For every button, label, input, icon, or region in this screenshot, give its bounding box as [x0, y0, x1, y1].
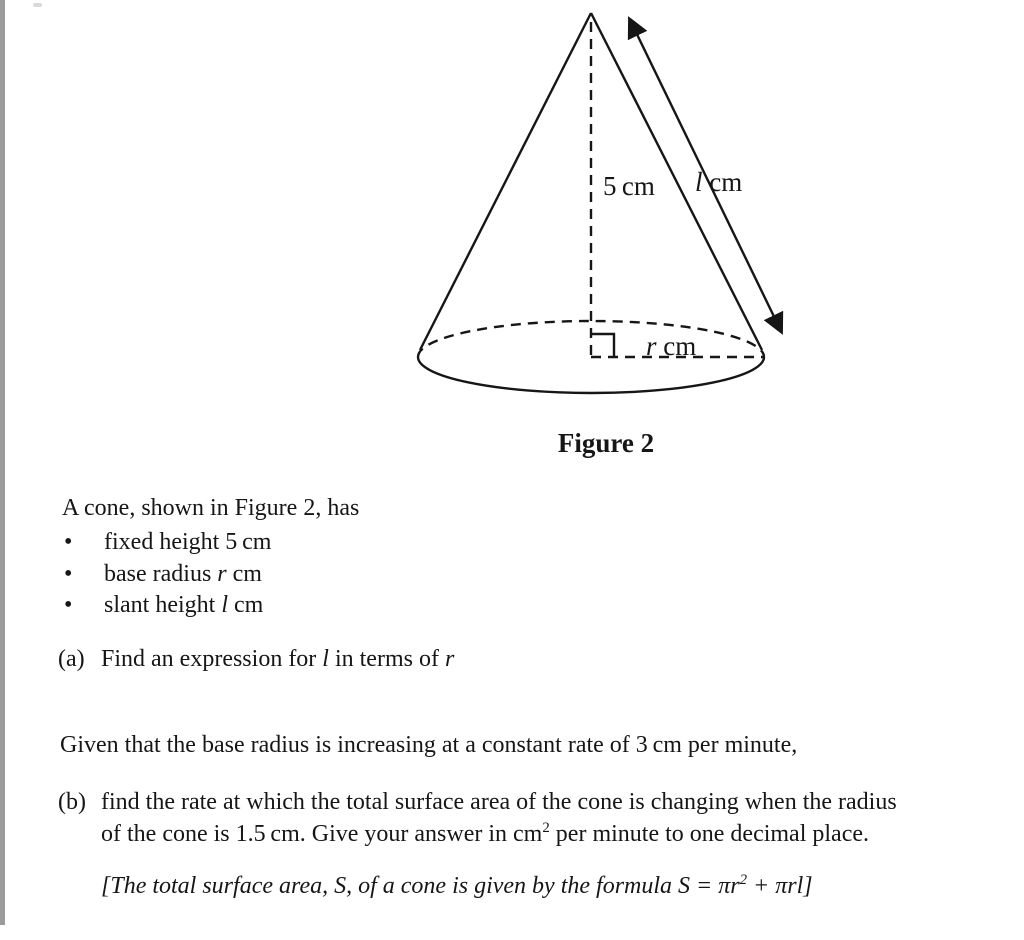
right-angle-mark	[592, 334, 614, 357]
part-b-text-2: of the cone is 1.5 cm. Give your answer in cm	[101, 821, 543, 847]
cone-base-ellipse-front	[418, 357, 764, 393]
part-b-line-1	[58, 788, 897, 817]
slant-label	[695, 168, 742, 198]
bullet-row	[64, 591, 263, 620]
part-a-text: Find an expression for	[101, 646, 323, 672]
part-a-label: (a)	[58, 646, 85, 672]
formula-text-post: + πrl]	[747, 873, 813, 899]
radius-label	[646, 332, 696, 362]
formula-superscript: 2	[739, 872, 748, 888]
part-b-text-3: per minute to one decimal place.	[549, 821, 870, 847]
slant-variable: l	[695, 167, 703, 197]
figure-caption: Figure 2	[557, 428, 655, 458]
formula-line	[101, 872, 813, 901]
bullet-text-post: cm	[228, 592, 264, 618]
bullet-text-post: cm	[226, 561, 262, 587]
bullet-text: slant height	[104, 592, 222, 618]
given-line: Given that the base radius is increasing at a constant rate of 3 cm per minute,	[60, 732, 798, 758]
bullet-text: base radius	[104, 561, 218, 587]
part-a-text2: in terms of	[328, 646, 445, 672]
cone-left-edge	[420, 13, 591, 350]
radius-variable: r	[646, 331, 657, 361]
bullet-text: fixed height 5 cm	[104, 529, 272, 555]
part-a-line	[58, 645, 454, 674]
part-b-label: (b)	[58, 789, 86, 815]
bullet-row	[64, 560, 262, 589]
part-a-variable-l: l	[322, 646, 329, 672]
intro-line: A cone, shown in Figure 2, has	[62, 495, 360, 521]
bullet-row	[64, 528, 271, 557]
slant-unit: cm	[702, 167, 743, 197]
radius-unit: cm	[656, 331, 697, 361]
part-b-text-1: find the rate at which the total surface area of the cone is changing when the radius	[101, 789, 897, 815]
bullet-marker: •	[64, 561, 73, 587]
formula-text: [The total surface area, S, of a cone is given by the formula S = πr	[101, 873, 740, 899]
bullet-variable: r	[217, 561, 227, 587]
part-a-variable-r: r	[444, 646, 455, 672]
bullet-marker: •	[64, 529, 73, 555]
bullet-marker: •	[64, 592, 73, 618]
part-b-line-2	[101, 820, 869, 849]
height-label: 5 cm	[603, 171, 655, 201]
part-b-superscript: 2	[542, 820, 550, 836]
bullet-variable: l	[221, 592, 228, 618]
